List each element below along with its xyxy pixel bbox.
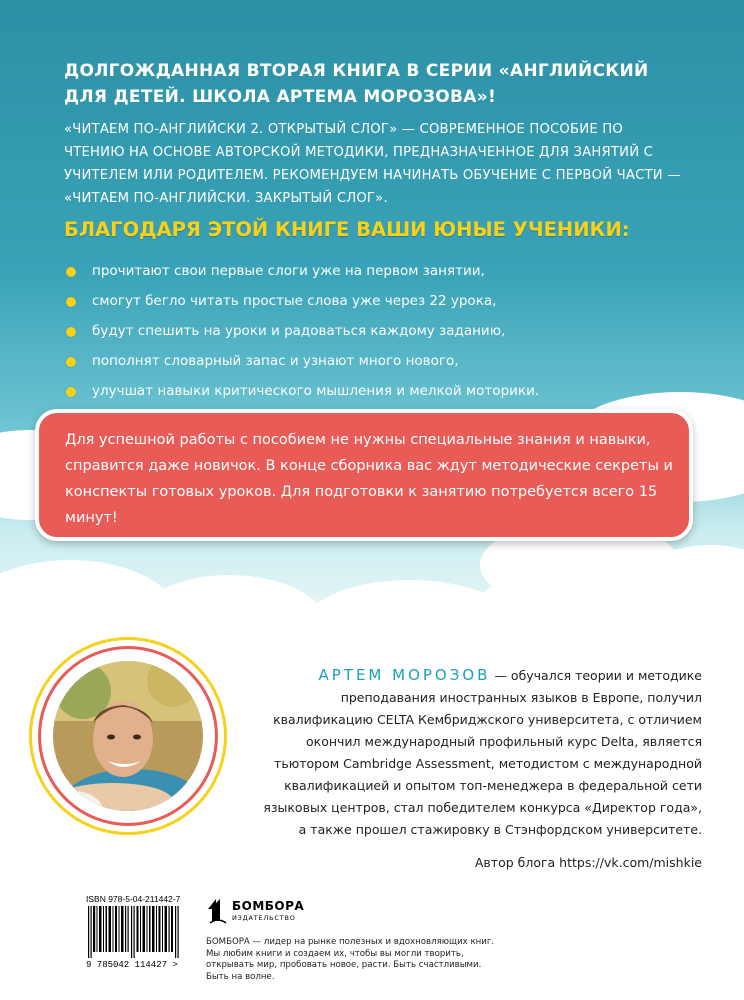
benefit-item: прочитают свои первые слоги уже на первом занятии, [64, 256, 704, 286]
isbn-label: ISBN 978-5-04-211442-7 [86, 894, 181, 904]
publisher-text: БОМБОРА — лидер на рынке полезных и вдохновляющих книг. Мы любим книги и создаем их, чтобы вы могли творить, открывать мир, пробовать новое, расти. Быть счастливыми. Быть на волне. [206, 937, 495, 982]
author-bio-text: — обучался теории и методике преподавания иностранных языков в Европе, получил квалификацию CELTA Кембриджского университета, с отличием окончил международный профильный курс Delta, является тьютором Cambridge Assessment, методистом с международной квалификацией и опытом топ-менеджера в федеральной сети языковых центров, стал победителем конкурса «Директор года», а также прошел стажировку в Стэнфордском университете. [263, 668, 702, 837]
bullet-icon [66, 327, 76, 337]
author-portrait-frame [38, 646, 218, 826]
bullet-icon [66, 387, 76, 397]
benefit-item: улучшат навыки критического мышления и мелкой моторики. [64, 376, 704, 406]
intro-title: ДОЛГОЖДАННАЯ ВТОРАЯ КНИГА В СЕРИИ «АНГЛИЙСКИЙ ДЛЯ ДЕТЕЙ. ШКОЛА АРТЕМА МОРОЗОВА»! [64, 61, 649, 107]
publisher-name: БОМБОРА [232, 899, 305, 913]
bullet-icon [66, 297, 76, 307]
bullet-icon [66, 267, 76, 277]
publisher-subtitle: ИЗДАТЕЛЬСТВО [232, 914, 296, 922]
isbn-block [86, 894, 186, 980]
benefit-item: будут спешить на уроки и радоваться каждому заданию, [64, 316, 704, 346]
author-blog: Автор блога https://vk.com/mishkie [474, 855, 702, 870]
author-name: АРТЕМ МОРОЗОВ [318, 666, 491, 684]
bullet-icon [66, 357, 76, 367]
benefit-item: смогут бегло читать простые слова уже через 22 урока, [64, 286, 704, 316]
benefits-list [64, 256, 704, 406]
benefit-item: пополнят словарный запас и узнают много нового, [64, 346, 704, 376]
callout-text: Для успешной работы с пособием не нужны специальные знания и навыки, справится даже новичок. В конце сборника вас ждут методические секреты и конспекты готовых уроков. Для подготовки к занятию потребуется всего 15 минут! [65, 432, 673, 526]
author-photo [53, 661, 203, 811]
barcode [86, 906, 182, 958]
callout-box [35, 409, 693, 541]
benefits-title: БЛАГОДАРЯ ЭТОЙ КНИГЕ ВАШИ ЮНЫЕ УЧЕНИКИ: [64, 218, 630, 241]
isbn-digits: 9 785042 114427 > [86, 960, 178, 970]
author-bio [262, 664, 702, 841]
intro-body: «ЧИТАЕМ ПО-АНГЛИЙСКИ 2. ОТКРЫТЫЙ СЛОГ» — СОВРЕМЕННОЕ ПОСОБИЕ ПО ЧТЕНИЮ НА ОСНОВЕ АВТОРСКОЙ МЕТОДИКИ, ПРЕДНАЗНАЧЕННОЕ ДЛЯ ЗАНЯТИЙ С УЧИТЕЛЕМ ИЛИ РОДИТЕЛЕМ. РЕКОМЕНДУЕМ НАЧИНАТЬ ОБУЧЕНИЕ С ПЕРВОЙ ЧАСТИ — «ЧИТАЕМ ПО-АНГЛИЙСКИ. ЗАКРЫТЫЙ СЛОГ». [64, 122, 681, 206]
